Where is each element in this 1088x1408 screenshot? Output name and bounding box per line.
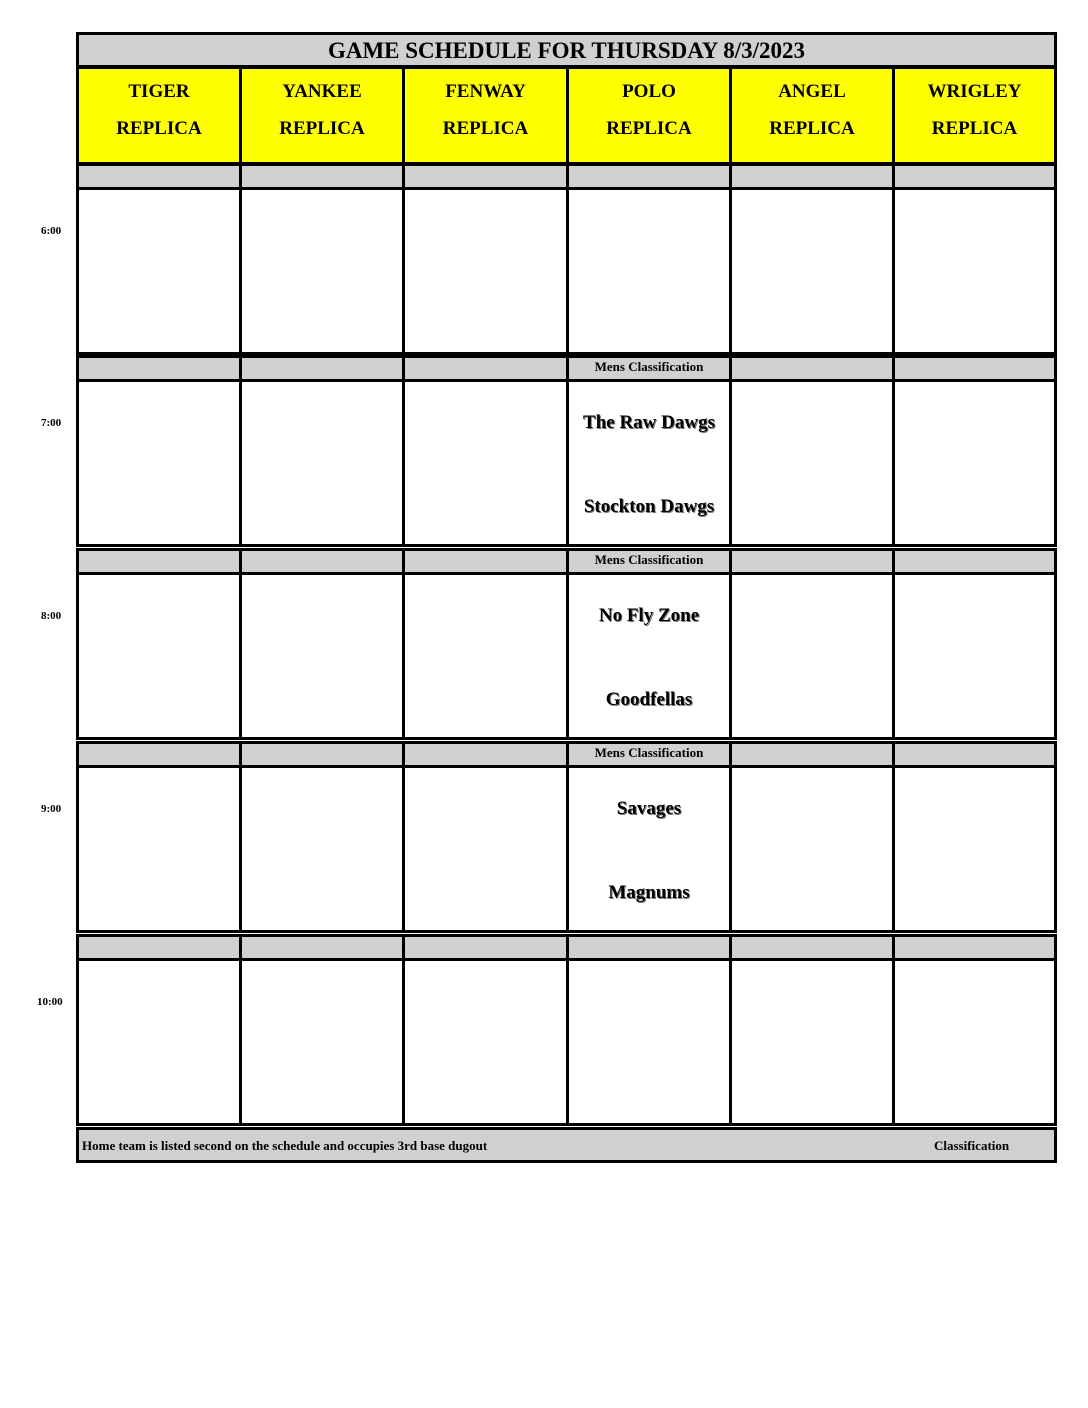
classification-cell	[76, 741, 242, 768]
game-slot	[76, 379, 242, 547]
game-slot	[892, 765, 1057, 933]
classification-cell	[402, 548, 569, 575]
field-sub: REPLICA	[769, 118, 855, 139]
footer-note: Home team is listed second on the schedule and occupies 3rd base dugout	[82, 1138, 488, 1153]
game-slot	[76, 572, 242, 740]
game-slot	[239, 379, 405, 547]
classification-cell	[402, 355, 569, 382]
game-slot	[239, 187, 405, 355]
game-slot	[76, 958, 242, 1126]
classification-cell	[402, 934, 569, 961]
classification-cell	[239, 934, 405, 961]
away-team: The Raw Dawgs	[583, 412, 715, 433]
field-name: ANGEL	[778, 81, 846, 102]
game-slot	[729, 765, 895, 933]
classification-cell	[76, 163, 242, 190]
classification-cell	[729, 741, 895, 768]
classification-cell	[729, 355, 895, 382]
home-team: Magnums	[608, 882, 690, 903]
classification-cell	[402, 741, 569, 768]
classification-cell	[892, 355, 1057, 382]
footer	[76, 1127, 1057, 1163]
time-label: 7:00	[41, 417, 62, 429]
away-team: Savages	[616, 798, 682, 819]
classification-cell: Mens Classification	[566, 548, 732, 575]
game-slot	[729, 379, 895, 547]
classification-cell	[729, 934, 895, 961]
home-team: Stockton Dawgs	[583, 496, 715, 517]
time-label: 9:00	[41, 803, 62, 815]
game-slot	[566, 572, 732, 740]
classification-cell	[729, 163, 895, 190]
game-slot	[566, 187, 732, 355]
classification-cell	[892, 163, 1057, 190]
field-name: TIGER	[128, 81, 190, 102]
field-header-yankee	[239, 66, 405, 165]
game-slot	[892, 187, 1057, 355]
classification-cell	[402, 163, 569, 190]
field-sub: REPLICA	[606, 118, 692, 139]
page-title: GAME SCHEDULE FOR THURSDAY 8/3/2023	[76, 32, 1057, 68]
classification-cell	[892, 548, 1057, 575]
game-slot	[402, 572, 569, 740]
classification-cell	[239, 548, 405, 575]
classification-cell	[239, 741, 405, 768]
classification-cell	[566, 163, 732, 190]
game-slot	[76, 765, 242, 933]
game-slot	[566, 958, 732, 1126]
field-name: POLO	[622, 81, 676, 102]
field-sub: REPLICA	[931, 118, 1018, 139]
game-slot	[239, 958, 405, 1126]
classification-cell	[76, 355, 242, 382]
field-header-angel	[729, 66, 895, 165]
time-label: 8:00	[41, 610, 62, 622]
game-slot	[402, 958, 569, 1126]
classification-cell	[892, 934, 1057, 961]
footer-classification: Classification	[934, 1138, 1010, 1153]
game-slot	[892, 958, 1057, 1126]
game-slot	[729, 958, 895, 1126]
home-team: Goodfellas	[605, 689, 693, 710]
classification-cell	[76, 934, 242, 961]
field-header-fenway	[402, 66, 569, 165]
game-slot	[239, 765, 405, 933]
field-header-polo	[566, 66, 732, 165]
game-slot	[76, 187, 242, 355]
game-slot	[239, 572, 405, 740]
game-slot	[729, 572, 895, 740]
game-slot	[566, 765, 732, 933]
field-header-tiger	[76, 66, 242, 165]
game-slot	[402, 187, 569, 355]
field-name: FENWAY	[445, 81, 526, 102]
field-name: WRIGLEY	[927, 81, 1022, 102]
classification-cell: Mens Classification	[566, 741, 732, 768]
field-header-wrigley	[892, 66, 1057, 165]
game-slot	[566, 379, 732, 547]
time-label: 6:00	[41, 225, 62, 237]
field-name: YANKEE	[282, 81, 362, 102]
classification-cell	[892, 741, 1057, 768]
game-slot	[729, 187, 895, 355]
classification-cell	[76, 548, 242, 575]
field-sub: REPLICA	[279, 118, 365, 139]
game-slot	[892, 379, 1057, 547]
classification-cell	[729, 548, 895, 575]
classification-cell	[566, 934, 732, 961]
classification-cell	[239, 355, 405, 382]
classification-cell: Mens Classification	[566, 355, 732, 382]
game-slot	[402, 765, 569, 933]
game-slot	[892, 572, 1057, 740]
time-label: 10:00	[37, 996, 63, 1008]
field-sub: REPLICA	[442, 118, 529, 139]
classification-cell	[239, 163, 405, 190]
away-team: No Fly Zone	[598, 605, 700, 626]
field-sub: REPLICA	[116, 118, 202, 139]
game-slot	[402, 379, 569, 547]
